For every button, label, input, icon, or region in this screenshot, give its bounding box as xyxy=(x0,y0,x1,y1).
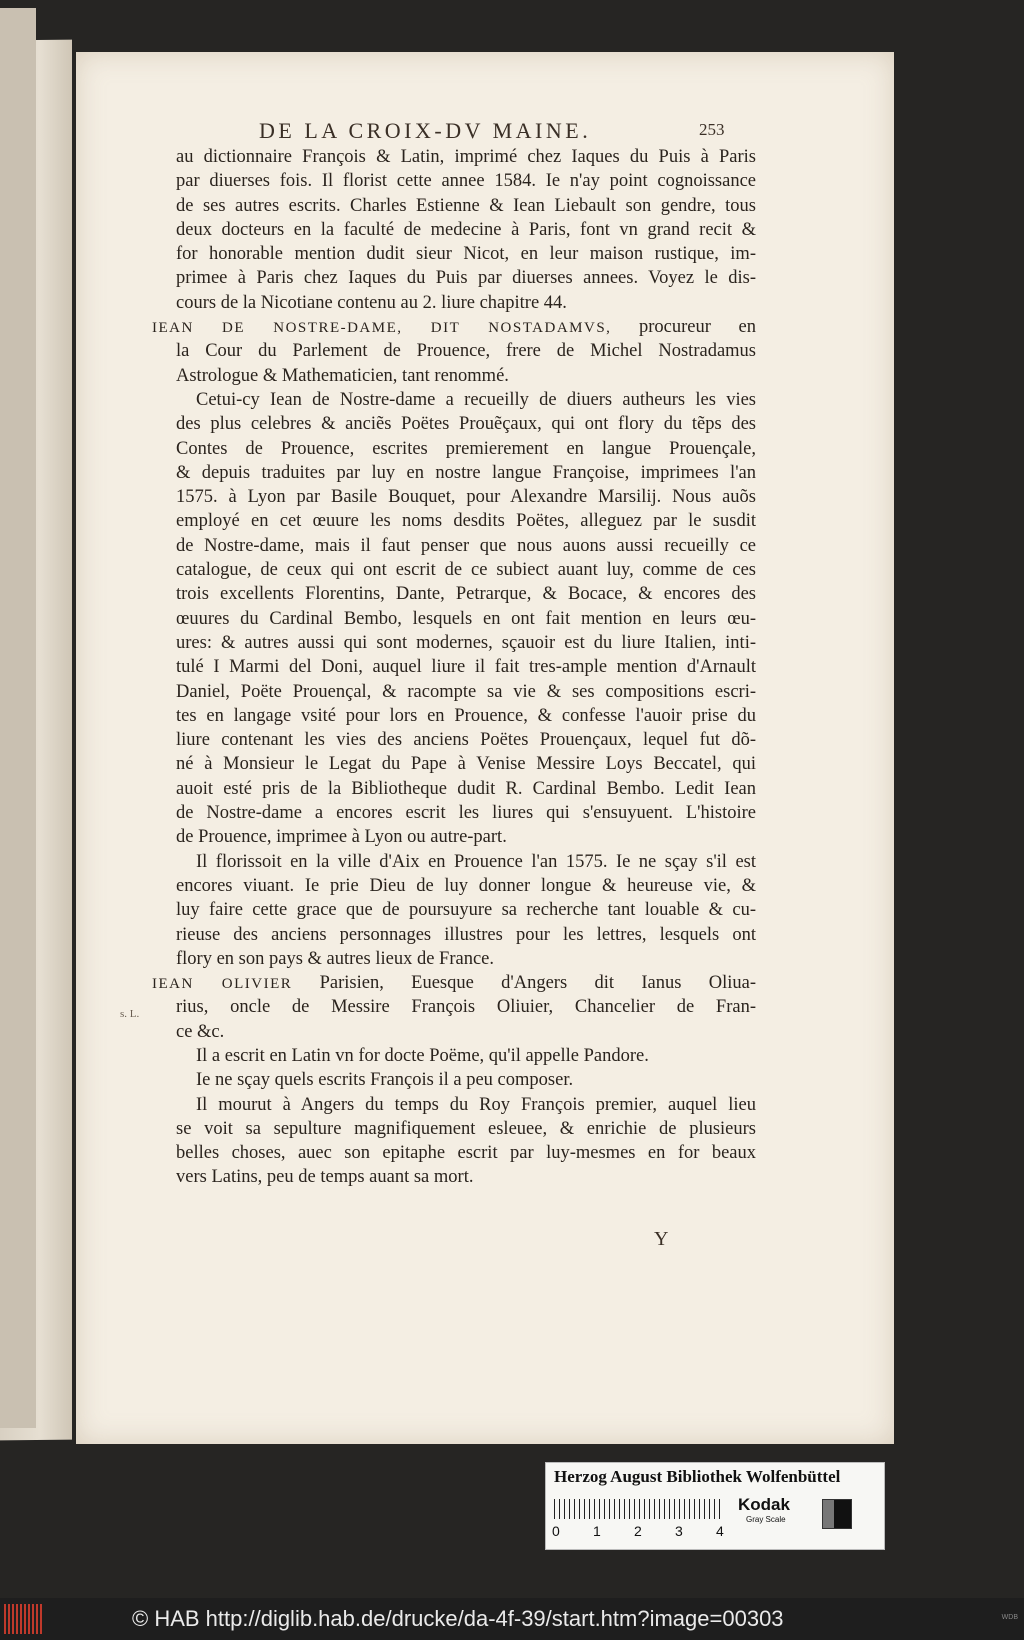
text-line: auoit esté pris de la Bibliotheque dudit R. Cardinal Bembo. Ledit Iean xyxy=(176,778,756,799)
text-line: vers Latins, peu de temps auant sa mort. xyxy=(176,1167,474,1188)
text-line: & depuis traduites par luy en nostre langue Françoise, imprimees l'an xyxy=(176,462,756,483)
text-line: par diuerses fois. Il florist cette annee 1584. Ie n'ay point cognoissance xyxy=(176,171,756,192)
scale-label: 0 xyxy=(552,1523,560,1539)
text-line: œuures du Cardinal Bembo, lesquels en ont fait mention en leurs œu- xyxy=(176,608,756,629)
text-line: Daniel, Poëte Prouençal, & racompte sa vie & ses compositions escri- xyxy=(176,681,756,702)
entry-text: Parisien, Euesque d'Angers dit Ianus Oliua- xyxy=(292,973,756,994)
text-line: né à Monsieur le Legat du Pape à Venise Messire Loys Beccatel, qui xyxy=(176,754,756,775)
text-line: primee à Paris chez Iaques du Puis par diuerses annees. Voyez le dis- xyxy=(176,268,756,289)
margin-note: s. L. xyxy=(120,1008,140,1020)
text-line: de Nostre-dame, mais il faut penser que nous auons aussi recueilly ce xyxy=(176,535,756,556)
text-line: deux docteurs en la faculté de medecine à Paris, font vn grand recit & xyxy=(176,219,756,240)
text-line: luy faire cette grace que de poursuyure sa recherche tant louable & cu- xyxy=(176,900,756,921)
scale-label: 2 xyxy=(634,1523,642,1539)
barcode-icon xyxy=(4,1604,42,1634)
grayscale-label: Gray Scale xyxy=(746,1515,786,1524)
text-line: Il florissoit en la ville d'Aix en Prouence l'an 1575. Ie ne sçay s'il est xyxy=(196,851,756,872)
text-line: se voit sa sepulture magnifiquement esleuee, & enrichie de plusieurs xyxy=(176,1118,756,1139)
scale-label: 3 xyxy=(675,1523,683,1539)
text-line: ce &c. xyxy=(176,1021,225,1042)
text-line: flory en son pays & autres lieux de France. xyxy=(176,948,495,969)
color-calibration-card xyxy=(545,1462,885,1550)
text-line: cours de la Nicotiane contenu au 2. liure chapitre 44. xyxy=(176,292,567,313)
running-head: DE LA CROIX-DV MAINE. xyxy=(259,118,592,143)
signature-mark: Y xyxy=(654,1228,669,1250)
text-line: tulé I Marmi del Doni, auquel liure il fait tres-ample mention d'Arnault xyxy=(176,657,756,678)
footer-bar xyxy=(0,1598,1024,1640)
text-line: la Cour du Parlement de Prouence, frere de Michel Nostradamus xyxy=(176,341,756,362)
text-line: 1575. à Lyon par Basile Bouquet, pour Alexandre Marsilij. Nous auõs xyxy=(176,487,756,508)
facing-page-margin xyxy=(0,8,36,1428)
text-line: Il a escrit en Latin vn for docte Poëme, qu'il appelle Pandore. xyxy=(196,1045,649,1066)
text-line: belles choses, auec son epitaphe escrit par luy-mesmes en for beaux xyxy=(176,1143,756,1164)
text-line: employé en cet œuure les noms desdits Poëtes, alleguez par le susdit xyxy=(176,511,756,532)
entry-heading xyxy=(152,315,756,339)
page-number: 253 xyxy=(699,120,725,139)
entry-heading xyxy=(152,971,756,995)
text-line: encores viuant. Ie prie Dieu de luy donner longue & heureuse vie, & xyxy=(176,875,756,896)
text-line: Cetui-cy Iean de Nostre-dame a recueilly de diuers autheurs les vies xyxy=(196,389,756,410)
text-line: ures: & autres aussi qui sont modernes, sçauoir est du liure Italien, inti- xyxy=(176,632,756,653)
entry-name: IEAN DE NOSTRE-DAME, DIT NOSTADAMVS, xyxy=(152,320,612,337)
card-title: Herzog August Bibliothek Wolfenbüttel xyxy=(554,1467,841,1486)
entry-text: procureur en xyxy=(611,317,756,338)
text-line: des plus celebres & anciẽs Poëtes Prouẽçaux, qui ont flory du tẽps des xyxy=(176,414,756,435)
footer-url[interactable]: © HAB http://diglib.hab.de/drucke/da-4f-39/start.htm?image=00303 xyxy=(132,1606,784,1631)
ruler-scale xyxy=(554,1499,724,1519)
text-line: Contes de Prouence, escrites premierement en langue Prouençale, xyxy=(176,438,756,459)
text-line: tes en langage vsité pour lors en Prouence, & confesse l'auoir prise du xyxy=(176,705,756,726)
text-line: for honorable mention dudit sieur Nicot, en leur maison rustique, im- xyxy=(176,244,756,265)
kodak-logo: Kodak xyxy=(738,1495,790,1514)
text-line: de ses autres escrits. Charles Estienne & Iean Liebault son gendre, tous xyxy=(176,195,756,216)
text-line: rieuse des anciens personnages illustres pour les lettres, lesquels ont xyxy=(176,924,756,945)
text-line: catalogue, de ceux qui ont escrit de ce subiect auant luy, comme de ces xyxy=(176,560,756,581)
text-line: de Nostre-dame a encores escrit les liures qui s'ensuyuent. L'histoire xyxy=(176,803,756,824)
text-line: liure contenant les vies des anciens Poëtes Prouençaux, lequel fut dõ- xyxy=(176,730,756,751)
text-line: de Prouence, imprimee à Lyon ou autre-part. xyxy=(176,827,507,848)
footer-mark: WDB xyxy=(1001,1614,1018,1621)
text-line: Astrologue & Mathematicien, tant renommé. xyxy=(176,365,509,386)
text-line: Il mourut à Angers du temps du Roy François premier, auquel lieu xyxy=(196,1094,756,1115)
gray-patch xyxy=(822,1499,852,1529)
text-line: au dictionnaire François & Latin, imprimé chez Iaques du Puis à Paris xyxy=(176,147,756,167)
text-line: rius, oncle de Messire François Oliuier, Chancelier de Fran- xyxy=(176,997,756,1018)
page-body xyxy=(152,145,756,1190)
text-line: Ie ne sçay quels escrits François il a peu composer. xyxy=(196,1070,574,1091)
entry-name: IEAN OLIVIER xyxy=(152,976,293,993)
text-line: trois excellents Florentins, Dante, Petrarque, & Bocace, & encores des xyxy=(176,584,756,605)
book-page xyxy=(76,52,894,1444)
scale-label: 1 xyxy=(593,1523,601,1539)
scale-label: 4 xyxy=(716,1523,724,1539)
